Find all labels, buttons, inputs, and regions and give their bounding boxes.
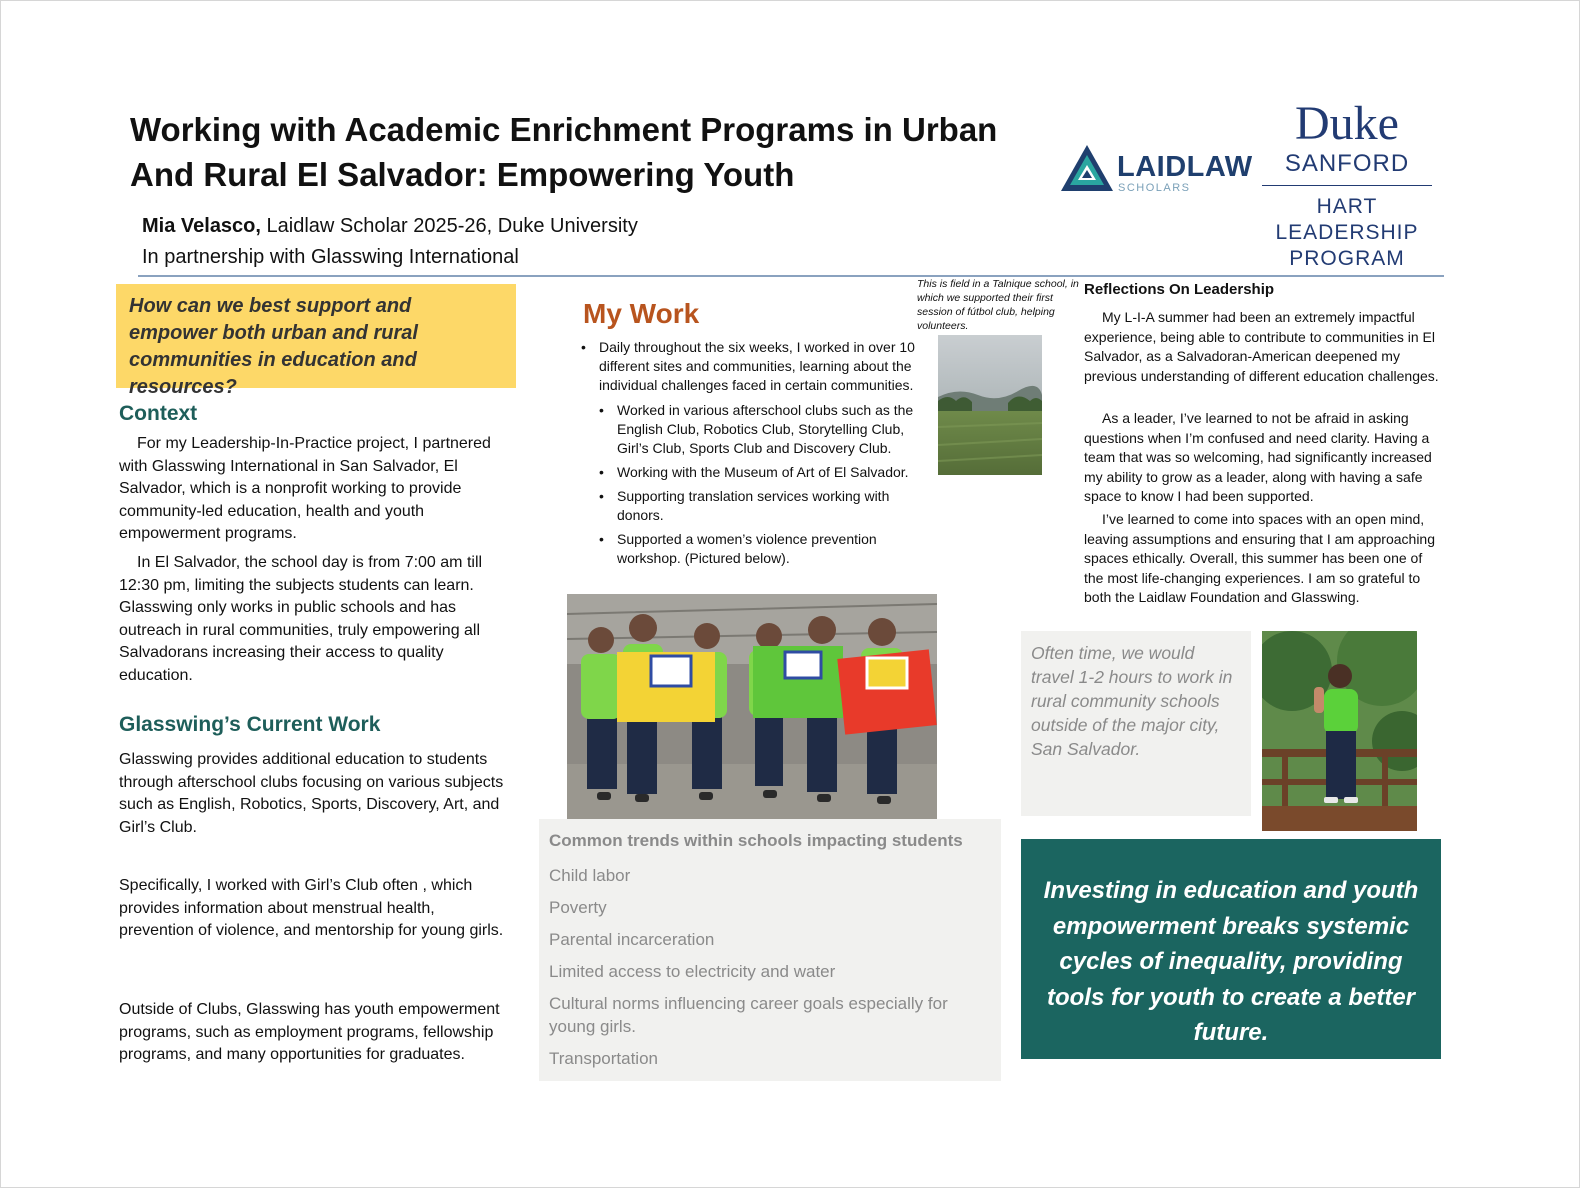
- laidlaw-subtitle: SCHOLARS: [1118, 182, 1191, 194]
- context-heading: Context: [119, 402, 198, 425]
- my-work-heading: My Work: [583, 298, 700, 329]
- author-line: [142, 211, 638, 242]
- hart-line-2: PROGRAM: [1289, 247, 1405, 270]
- trend-item: Cultural norms influencing career goals especially for young girls.: [549, 994, 948, 1036]
- work-sub-item: • Worked in various afterschool clubs such as the English Club, Robotics Club, Storytelling Club, Girl’s Club, Sports Club and Discovery Club.: [599, 401, 926, 458]
- field-photo-caption: This is field in a Talnique school, in which we supported their first session of fútbol club, helping volunteers.: [917, 278, 1079, 332]
- trend-item: Child labor: [549, 866, 631, 885]
- partnership-line: In partnership with Glasswing International: [142, 246, 519, 268]
- glasswing-paragraph-2: Specifically, I worked with Girl’s Club often , which provides information about menstrual health, prevention of violence, and mentorship for young girls.: [119, 877, 504, 939]
- laidlaw-wordmark: LAIDLAW: [1117, 151, 1253, 183]
- glasswing-heading: Glasswing’s Current Work: [119, 713, 381, 736]
- reflections-paragraph-1: My L-I-A summer had been an extremely impactful experience, being able to contribute to communities in El Salvador, as a Salvadoran-American deepened my previous understanding of different education challenges.: [1084, 309, 1439, 384]
- reflections-paragraph-2: As a leader, I’ve learned to not be afraid in asking questions when I’m confused and need clarity. Having a team that was so welcoming, had significantly increased my ability to grow as a leader, along with having a safe space to know I had been supported.: [1084, 410, 1432, 504]
- duke-wordmark: Duke: [1295, 97, 1399, 150]
- trend-item: Limited access to electricity and water: [549, 962, 836, 981]
- reflections-paragraph-3: I’ve learned to come into spaces with an open mind, leaving assumptions and ensuring that I am approaching spaces ethically. Overall, this summer has been one of the most life-changing experiences. I am so grateful to both the Laidlaw Foundation and Glasswing.: [1084, 511, 1435, 605]
- laidlaw-logo: [1059, 143, 1253, 197]
- laidlaw-triangle-icon: [1059, 143, 1115, 193]
- reflections-heading: Reflections On Leadership: [1084, 281, 1275, 298]
- duke-sanford-logo: [1247, 97, 1447, 272]
- work-list: [581, 338, 926, 573]
- key-message-box: Investing in education and youth empowerment breaks systemic cycles of inequality, providing tools for youth to create a better future.: [1021, 839, 1441, 1059]
- trend-item: Parental incarceration: [549, 930, 715, 949]
- sanford-wordmark: SANFORD: [1284, 150, 1410, 177]
- work-sub-item: • Supported a women’s violence prevention workshop. (Pictured below).: [599, 530, 926, 568]
- hart-line-1: HART LEADERSHIP: [1275, 195, 1419, 244]
- glasswing-paragraph-3: Outside of Clubs, Glasswing has youth empowerment programs, such as employment programs, fellowship programs, and many opportunities for graduates.: [119, 1001, 500, 1063]
- work-main-item: [581, 338, 926, 568]
- travel-note: Often time, we would travel 1-2 hours to work in rural community schools outside of the major city, San Salvador.: [1021, 631, 1251, 816]
- field-photo: [938, 335, 1042, 475]
- trend-item: Poverty: [549, 898, 607, 917]
- work-main-text: Daily throughout the six weeks, I worked in over 10 different sites and communities, learning about the individual challenges faced in certain communities.: [599, 339, 915, 393]
- context-paragraph-2: In El Salvador, the school day is from 7:00 am till 12:30 pm, limiting the subjects students can learn. Glasswing only works in public schools and has outreach in rural communities, truly empowering all Salvadorans increasing their access to quality education.: [119, 554, 483, 684]
- work-sub-item: • Working with the Museum of Art of El Salvador.: [599, 463, 926, 482]
- trends-heading: Common trends within schools impacting students: [549, 831, 963, 850]
- author-name: Mia Velasco,: [142, 215, 261, 237]
- trends-box: [539, 819, 1001, 1081]
- workshop-group-photo: [567, 594, 937, 821]
- glasswing-paragraph-1: Glasswing provides additional education to students through afterschool clubs focusing on various subjects such as English, Robotics, Sports, Discovery, Art, and Girl’s Club.: [119, 751, 504, 836]
- trend-item: Transportation: [549, 1049, 658, 1068]
- work-sub-item: • Supporting translation services working with donors.: [599, 487, 926, 525]
- poster-title: Working with Academic Enrichment Programs in Urban And Rural El Salvador: Empowering Youth: [130, 111, 998, 193]
- work-sub-list: [599, 401, 926, 568]
- author-block: [142, 211, 638, 273]
- author-detail: Laidlaw Scholar 2025-26, Duke University: [260, 215, 638, 237]
- scholar-photo: [1262, 631, 1417, 831]
- logo-divider: [1262, 185, 1432, 186]
- context-paragraph-1: For my Leadership-In-Practice project, I partnered with Glasswing International in San Salvador, El Salvador, which is a nonprofit working to provide community-led education, health and youth empowerment programs.: [119, 435, 491, 542]
- research-question: How can we best support and empower both urban and rural communities in education and resources?: [116, 284, 516, 388]
- header-divider: [138, 275, 1444, 277]
